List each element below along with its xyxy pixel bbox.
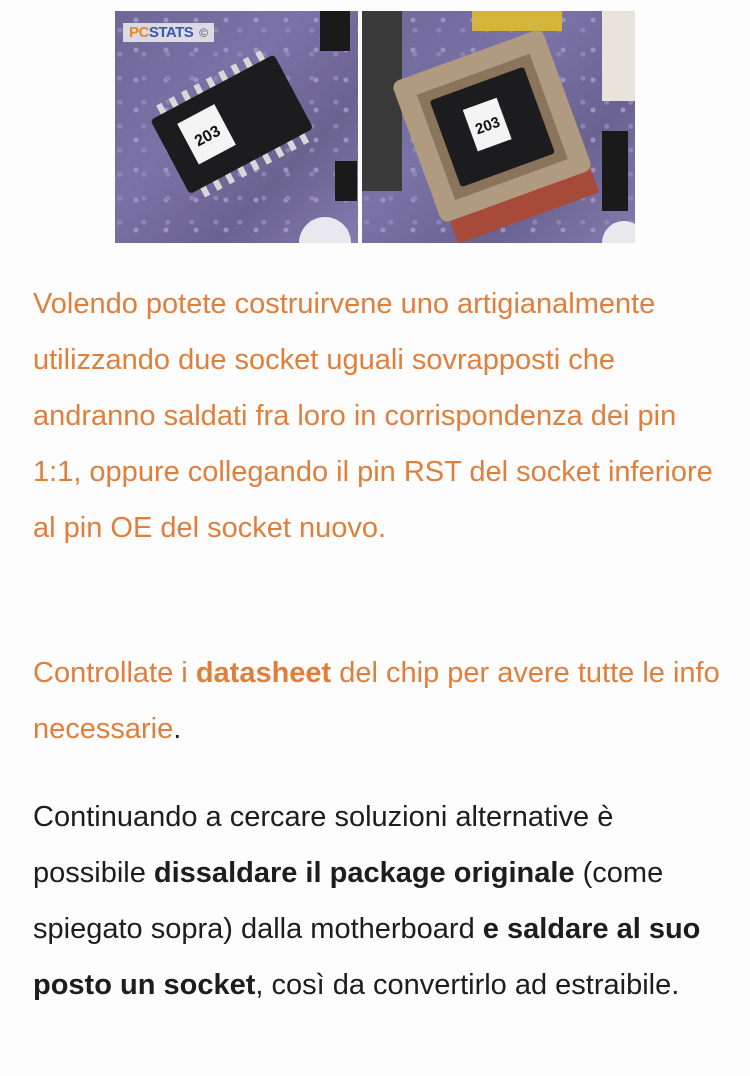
paragraph-datasheet: Controllate i datasheet del chip per avere tutte le info necessarie.: [33, 657, 720, 745]
pcstats-watermark: PCSTATS ©: [123, 23, 214, 42]
socketed-chip-photo: [362, 11, 635, 243]
paragraph-diy-socket: Volendo potete costruirvene uno artigianalmente utilizzando due socket uguali sovrapposti che andranno saldati fra loro in corrispondenza dei pin 1:1, oppure collegando il pin RST del socket inferiore al pin OE del socket nuovo.: [33, 288, 713, 544]
chip-illustration: [115, 11, 358, 243]
chip-comparison-figure: [115, 11, 635, 243]
socket-illustration: [362, 11, 635, 243]
datasheet-link[interactable]: Controllate i datasheet del chip per avere tutte le info necessarie: [33, 657, 720, 745]
svg-text:203: 203: [473, 113, 503, 139]
soldered-chip-photo: [115, 11, 358, 243]
paragraph-alternative-solutions: Continuando a cercare soluzioni alternative è possibile dissaldare il package originale (come spiegato sopra) dalla motherboard e saldare al suo posto un socket, così da convertirlo ad estraibile.: [33, 801, 701, 1001]
svg-text:203: 203: [191, 122, 224, 151]
